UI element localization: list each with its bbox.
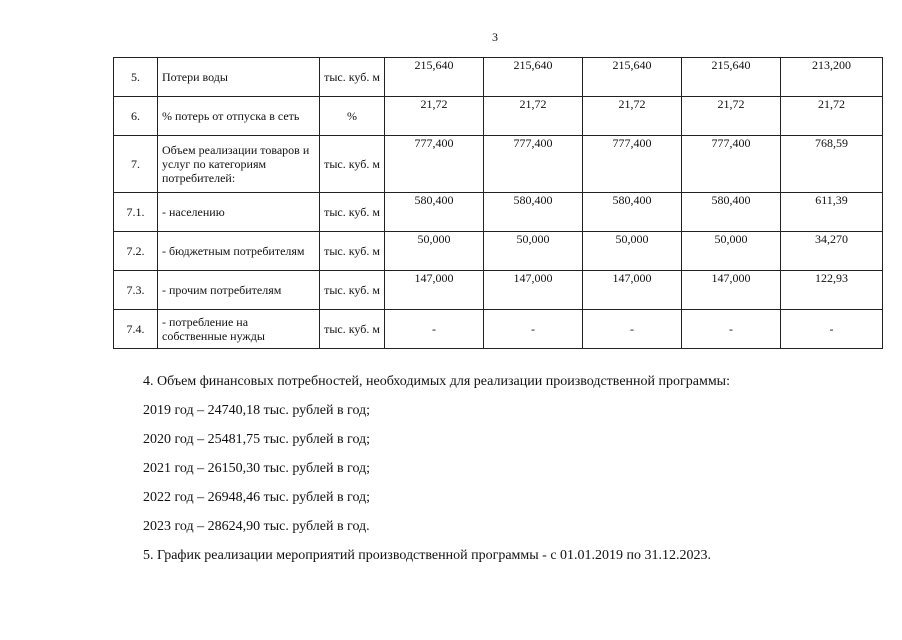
table-row	[114, 58, 883, 97]
cell-value: 50,000	[385, 232, 484, 271]
cell-value: 147,000	[385, 271, 484, 310]
row-number: 5.	[114, 58, 158, 97]
cell-value: -	[484, 310, 583, 349]
budget-2021: 2021 год – 26150,30 тыс. рублей в год;	[143, 461, 371, 476]
table-row	[114, 310, 883, 349]
cell-value: 21,72	[583, 97, 682, 136]
table-row	[114, 136, 883, 193]
page-number: 3	[492, 30, 498, 44]
row-name: - прочим потребителям	[158, 271, 320, 310]
cell-value: 215,640	[682, 58, 781, 97]
cell-value: 21,72	[484, 97, 583, 136]
cell-value: -	[781, 310, 883, 349]
cell-value: 580,400	[583, 193, 682, 232]
cell-value: 215,640	[583, 58, 682, 97]
cell-value: 147,000	[484, 271, 583, 310]
budget-2020: 2020 год – 25481,75 тыс. рублей в год;	[143, 432, 371, 447]
cell-value: 777,400	[484, 136, 583, 193]
row-unit: тыс. куб. м	[320, 58, 385, 97]
budget-2023: 2023 год – 28624,90 тыс. рублей в год.	[143, 519, 370, 534]
section-5-schedule: 5. График реализации мероприятий производственной программы - с 01.01.2019 по 31.12.2023.	[143, 548, 712, 563]
row-number: 7.2.	[114, 232, 158, 271]
data-table	[113, 57, 883, 349]
row-name: - бюджетным потребителям	[158, 232, 320, 271]
cell-value: -	[385, 310, 484, 349]
row-name: Потери воды	[158, 58, 320, 97]
row-unit: тыс. куб. м	[320, 136, 385, 193]
row-unit: тыс. куб. м	[320, 232, 385, 271]
row-number: 7.3.	[114, 271, 158, 310]
cell-value: 777,400	[682, 136, 781, 193]
cell-value: 768,59	[781, 136, 883, 193]
cell-value: 50,000	[682, 232, 781, 271]
row-unit: тыс. куб. м	[320, 310, 385, 349]
cell-value: 34,270	[781, 232, 883, 271]
cell-value: 215,640	[385, 58, 484, 97]
cell-value: 147,000	[682, 271, 781, 310]
cell-value: -	[583, 310, 682, 349]
row-unit: тыс. куб. м	[320, 193, 385, 232]
row-number: 7.	[114, 136, 158, 193]
cell-value: 147,000	[583, 271, 682, 310]
row-number: 7.4.	[114, 310, 158, 349]
row-unit: %	[320, 97, 385, 136]
cell-value: -	[682, 310, 781, 349]
cell-value: 777,400	[385, 136, 484, 193]
row-name: % потерь от отпуска в сеть	[158, 97, 320, 136]
cell-value: 21,72	[781, 97, 883, 136]
table-row	[114, 193, 883, 232]
cell-value: 21,72	[682, 97, 781, 136]
cell-value: 580,400	[484, 193, 583, 232]
table-row	[114, 271, 883, 310]
row-name: Объем реализации товаров и услуг по категориям потребителей:	[158, 136, 320, 193]
row-unit: тыс. куб. м	[320, 271, 385, 310]
text-block	[143, 372, 730, 575]
row-number: 7.1.	[114, 193, 158, 232]
cell-value: 611,39	[781, 193, 883, 232]
section-4-heading: 4. Объем финансовых потребностей, необходимых для реализации производственной программы:	[143, 374, 730, 389]
table-row	[114, 232, 883, 271]
cell-value: 122,93	[781, 271, 883, 310]
row-number: 6.	[114, 97, 158, 136]
cell-value: 50,000	[484, 232, 583, 271]
row-name: - потребление на собственные нужды	[158, 310, 320, 349]
table-row	[114, 97, 883, 136]
cell-value: 580,400	[682, 193, 781, 232]
budget-2022: 2022 год – 26948,46 тыс. рублей в год;	[143, 490, 371, 505]
budget-2019: 2019 год – 24740,18 тыс. рублей в год;	[143, 403, 371, 418]
cell-value: 21,72	[385, 97, 484, 136]
cell-value: 215,640	[484, 58, 583, 97]
cell-value: 777,400	[583, 136, 682, 193]
row-name: - населению	[158, 193, 320, 232]
cell-value: 213,200	[781, 58, 883, 97]
cell-value: 580,400	[385, 193, 484, 232]
cell-value: 50,000	[583, 232, 682, 271]
